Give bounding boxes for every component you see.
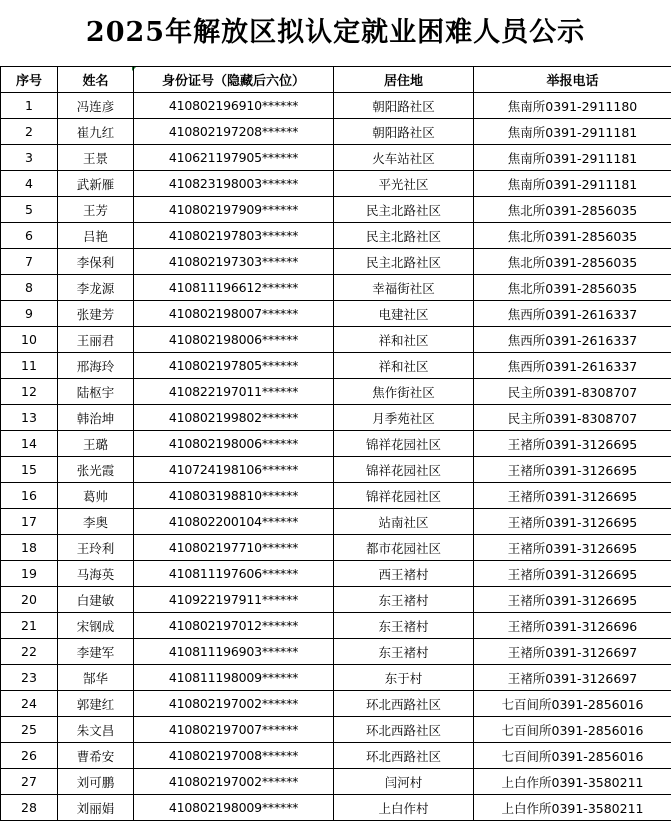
row-index-cell: 26 bbox=[1, 743, 58, 769]
row-index-cell: 9 bbox=[1, 301, 58, 327]
person-name-cell: 张光霞 bbox=[58, 457, 134, 483]
table-row bbox=[1, 691, 671, 717]
row-index-cell: 1 bbox=[1, 93, 58, 119]
table-row bbox=[1, 119, 671, 145]
report-phone-cell: 焦西所0391-2616337 bbox=[474, 301, 671, 327]
row-index-cell: 2 bbox=[1, 119, 58, 145]
column-header-index: 序号 bbox=[1, 67, 58, 93]
person-name-cell: 吕艳 bbox=[58, 223, 134, 249]
id-number-cell: 410802196910****** bbox=[134, 93, 334, 119]
id-number-cell: 410802198006****** bbox=[134, 327, 334, 353]
table-row bbox=[1, 535, 671, 561]
id-number-cell: 410802198007****** bbox=[134, 301, 334, 327]
residence-cell: 民主北路社区 bbox=[334, 197, 474, 223]
row-index-cell: 20 bbox=[1, 587, 58, 613]
residence-cell: 朝阳路社区 bbox=[334, 119, 474, 145]
row-index-cell: 17 bbox=[1, 509, 58, 535]
residence-cell: 闫河村 bbox=[334, 769, 474, 795]
row-index-cell: 18 bbox=[1, 535, 58, 561]
report-phone-cell: 王褚所0391-3126695 bbox=[474, 483, 671, 509]
row-index-cell: 22 bbox=[1, 639, 58, 665]
residence-cell: 环北西路社区 bbox=[334, 691, 474, 717]
row-index-cell: 14 bbox=[1, 431, 58, 457]
person-name-cell: 李奥 bbox=[58, 509, 134, 535]
id-number-cell: 410724198106****** bbox=[134, 457, 334, 483]
id-number-cell: 410802197012****** bbox=[134, 613, 334, 639]
table-row bbox=[1, 717, 671, 743]
id-number-cell: 410621197905****** bbox=[134, 145, 334, 171]
row-index-cell: 11 bbox=[1, 353, 58, 379]
person-name-cell: 郜华 bbox=[58, 665, 134, 691]
row-index-cell: 4 bbox=[1, 171, 58, 197]
residence-cell: 上白作村 bbox=[334, 795, 474, 821]
person-name-cell: 曹希安 bbox=[58, 743, 134, 769]
table-header-row bbox=[1, 67, 671, 93]
table-row bbox=[1, 561, 671, 587]
row-index-cell: 28 bbox=[1, 795, 58, 821]
id-number-cell: 410802197007****** bbox=[134, 717, 334, 743]
id-number-cell: 410802197805****** bbox=[134, 353, 334, 379]
table-row bbox=[1, 353, 671, 379]
person-name-cell: 陆枢宇 bbox=[58, 379, 134, 405]
table-row bbox=[1, 249, 671, 275]
person-name-cell: 王丽君 bbox=[58, 327, 134, 353]
report-phone-cell: 焦南所0391-2911181 bbox=[474, 145, 671, 171]
table-row bbox=[1, 743, 671, 769]
table-row bbox=[1, 587, 671, 613]
table-row bbox=[1, 769, 671, 795]
person-name-cell: 马海英 bbox=[58, 561, 134, 587]
residence-cell: 朝阳路社区 bbox=[334, 93, 474, 119]
person-name-cell: 武新雁 bbox=[58, 171, 134, 197]
column-header-residence: 居住地 bbox=[334, 67, 474, 93]
report-phone-cell: 民主所0391-8308707 bbox=[474, 405, 671, 431]
person-name-cell: 郭建红 bbox=[58, 691, 134, 717]
report-phone-cell: 王褚所0391-3126695 bbox=[474, 509, 671, 535]
report-phone-cell: 焦南所0391-2911180 bbox=[474, 93, 671, 119]
residence-cell: 东王褚村 bbox=[334, 639, 474, 665]
person-name-cell: 刘可鹏 bbox=[58, 769, 134, 795]
report-phone-cell: 王褚所0391-3126697 bbox=[474, 639, 671, 665]
row-index-cell: 6 bbox=[1, 223, 58, 249]
report-phone-cell: 七百间所0391-2856016 bbox=[474, 743, 671, 769]
report-phone-cell: 焦北所0391-2856035 bbox=[474, 275, 671, 301]
residence-cell: 祥和社区 bbox=[334, 353, 474, 379]
residence-cell: 祥和社区 bbox=[334, 327, 474, 353]
person-name-cell: 王璐 bbox=[58, 431, 134, 457]
table-row bbox=[1, 795, 671, 821]
residence-cell: 东王褚村 bbox=[334, 587, 474, 613]
id-number-cell: 410823198003****** bbox=[134, 171, 334, 197]
row-index-cell: 21 bbox=[1, 613, 58, 639]
report-phone-cell: 王褚所0391-3126697 bbox=[474, 665, 671, 691]
id-number-cell: 410811197606****** bbox=[134, 561, 334, 587]
column-header-phone: 举报电话 bbox=[474, 67, 671, 93]
row-index-cell: 8 bbox=[1, 275, 58, 301]
report-phone-cell: 七百间所0391-2856016 bbox=[474, 717, 671, 743]
id-number-cell: 410922197911****** bbox=[134, 587, 334, 613]
announcement-table bbox=[0, 66, 671, 821]
person-name-cell: 王景 bbox=[58, 145, 134, 171]
row-index-cell: 5 bbox=[1, 197, 58, 223]
report-phone-cell: 七百间所0391-2856016 bbox=[474, 691, 671, 717]
person-name-cell: 李龙源 bbox=[58, 275, 134, 301]
report-phone-cell: 王褚所0391-3126695 bbox=[474, 457, 671, 483]
table-row bbox=[1, 197, 671, 223]
table-row bbox=[1, 223, 671, 249]
report-phone-cell: 焦南所0391-2911181 bbox=[474, 171, 671, 197]
table-row bbox=[1, 665, 671, 691]
person-name-cell: 邢海玲 bbox=[58, 353, 134, 379]
id-number-cell: 410802200104****** bbox=[134, 509, 334, 535]
row-index-cell: 12 bbox=[1, 379, 58, 405]
id-number-cell: 410802197909****** bbox=[134, 197, 334, 223]
table-row bbox=[1, 483, 671, 509]
residence-cell: 东王褚村 bbox=[334, 613, 474, 639]
row-index-cell: 23 bbox=[1, 665, 58, 691]
person-name-cell: 白建敏 bbox=[58, 587, 134, 613]
table-row bbox=[1, 431, 671, 457]
report-phone-cell: 王褚所0391-3126696 bbox=[474, 613, 671, 639]
row-index-cell: 15 bbox=[1, 457, 58, 483]
residence-cell: 焦作街社区 bbox=[334, 379, 474, 405]
table-row bbox=[1, 171, 671, 197]
report-phone-cell: 上白作所0391-3580211 bbox=[474, 769, 671, 795]
person-name-cell: 李保利 bbox=[58, 249, 134, 275]
row-index-cell: 10 bbox=[1, 327, 58, 353]
row-index-cell: 24 bbox=[1, 691, 58, 717]
row-index-cell: 27 bbox=[1, 769, 58, 795]
residence-cell: 平光社区 bbox=[334, 171, 474, 197]
person-name-cell: 张建芳 bbox=[58, 301, 134, 327]
id-number-cell: 410811198009****** bbox=[134, 665, 334, 691]
residence-cell: 民主北路社区 bbox=[334, 223, 474, 249]
id-number-cell: 410802197803****** bbox=[134, 223, 334, 249]
table-row bbox=[1, 509, 671, 535]
id-number-cell: 410802199802****** bbox=[134, 405, 334, 431]
table-row bbox=[1, 405, 671, 431]
residence-cell: 西王褚村 bbox=[334, 561, 474, 587]
residence-cell: 都市花园社区 bbox=[334, 535, 474, 561]
report-phone-cell: 王褚所0391-3126695 bbox=[474, 535, 671, 561]
table-row bbox=[1, 457, 671, 483]
id-number-cell: 410802197002****** bbox=[134, 691, 334, 717]
report-phone-cell: 焦西所0391-2616337 bbox=[474, 327, 671, 353]
person-name-cell: 韩治坤 bbox=[58, 405, 134, 431]
table-row bbox=[1, 379, 671, 405]
person-name-cell: 李建军 bbox=[58, 639, 134, 665]
person-name-cell: 冯连彦 bbox=[58, 93, 134, 119]
table-row bbox=[1, 301, 671, 327]
residence-cell: 月季苑社区 bbox=[334, 405, 474, 431]
report-phone-cell: 焦北所0391-2856035 bbox=[474, 249, 671, 275]
person-name-cell: 刘丽娟 bbox=[58, 795, 134, 821]
row-index-cell: 25 bbox=[1, 717, 58, 743]
row-index-cell: 13 bbox=[1, 405, 58, 431]
residence-cell: 锦祥花园社区 bbox=[334, 431, 474, 457]
id-number-cell: 410822197011****** bbox=[134, 379, 334, 405]
table-row bbox=[1, 145, 671, 171]
id-number-cell: 410802198009****** bbox=[134, 795, 334, 821]
report-phone-cell: 焦北所0391-2856035 bbox=[474, 197, 671, 223]
table-row bbox=[1, 639, 671, 665]
table-row bbox=[1, 327, 671, 353]
report-phone-cell: 王褚所0391-3126695 bbox=[474, 561, 671, 587]
id-number-cell: 410802197008****** bbox=[134, 743, 334, 769]
residence-cell: 火车站社区 bbox=[334, 145, 474, 171]
table-row bbox=[1, 93, 671, 119]
report-phone-cell: 王褚所0391-3126695 bbox=[474, 587, 671, 613]
report-phone-cell: 王褚所0391-3126695 bbox=[474, 431, 671, 457]
row-index-cell: 7 bbox=[1, 249, 58, 275]
id-number-cell: 410802197303****** bbox=[134, 249, 334, 275]
residence-cell: 环北西路社区 bbox=[334, 743, 474, 769]
report-phone-cell: 焦北所0391-2856035 bbox=[474, 223, 671, 249]
id-number-cell: 410802197002****** bbox=[134, 769, 334, 795]
report-phone-cell: 民主所0391-8308707 bbox=[474, 379, 671, 405]
id-number-cell: 410803198810****** bbox=[134, 483, 334, 509]
id-number-cell: 410811196612****** bbox=[134, 275, 334, 301]
residence-cell: 站南社区 bbox=[334, 509, 474, 535]
id-number-cell: 410802198006****** bbox=[134, 431, 334, 457]
column-header-name: 姓名 bbox=[58, 67, 134, 93]
residence-cell: 锦祥花园社区 bbox=[334, 457, 474, 483]
person-name-cell: 葛帅 bbox=[58, 483, 134, 509]
person-name-cell: 崔九红 bbox=[58, 119, 134, 145]
residence-cell: 幸福街社区 bbox=[334, 275, 474, 301]
row-index-cell: 19 bbox=[1, 561, 58, 587]
row-index-cell: 3 bbox=[1, 145, 58, 171]
table-row bbox=[1, 275, 671, 301]
page-title: 2025年解放区拟认定就业困难人员公示 bbox=[0, 0, 671, 66]
report-phone-cell: 上白作所0391-3580211 bbox=[474, 795, 671, 821]
residence-cell: 锦祥花园社区 bbox=[334, 483, 474, 509]
residence-cell: 民主北路社区 bbox=[334, 249, 474, 275]
person-name-cell: 王芳 bbox=[58, 197, 134, 223]
id-number-cell: 410802197710****** bbox=[134, 535, 334, 561]
residence-cell: 东于村 bbox=[334, 665, 474, 691]
column-header-id: 身份证号（隐藏后六位） bbox=[134, 67, 334, 93]
report-phone-cell: 焦西所0391-2616337 bbox=[474, 353, 671, 379]
person-name-cell: 宋钢成 bbox=[58, 613, 134, 639]
residence-cell: 环北西路社区 bbox=[334, 717, 474, 743]
table-row bbox=[1, 613, 671, 639]
report-phone-cell: 焦南所0391-2911181 bbox=[474, 119, 671, 145]
id-number-cell: 410811196903****** bbox=[134, 639, 334, 665]
row-index-cell: 16 bbox=[1, 483, 58, 509]
residence-cell: 电建社区 bbox=[334, 301, 474, 327]
id-number-cell: 410802197208****** bbox=[134, 119, 334, 145]
person-name-cell: 王玲利 bbox=[58, 535, 134, 561]
person-name-cell: 朱文昌 bbox=[58, 717, 134, 743]
